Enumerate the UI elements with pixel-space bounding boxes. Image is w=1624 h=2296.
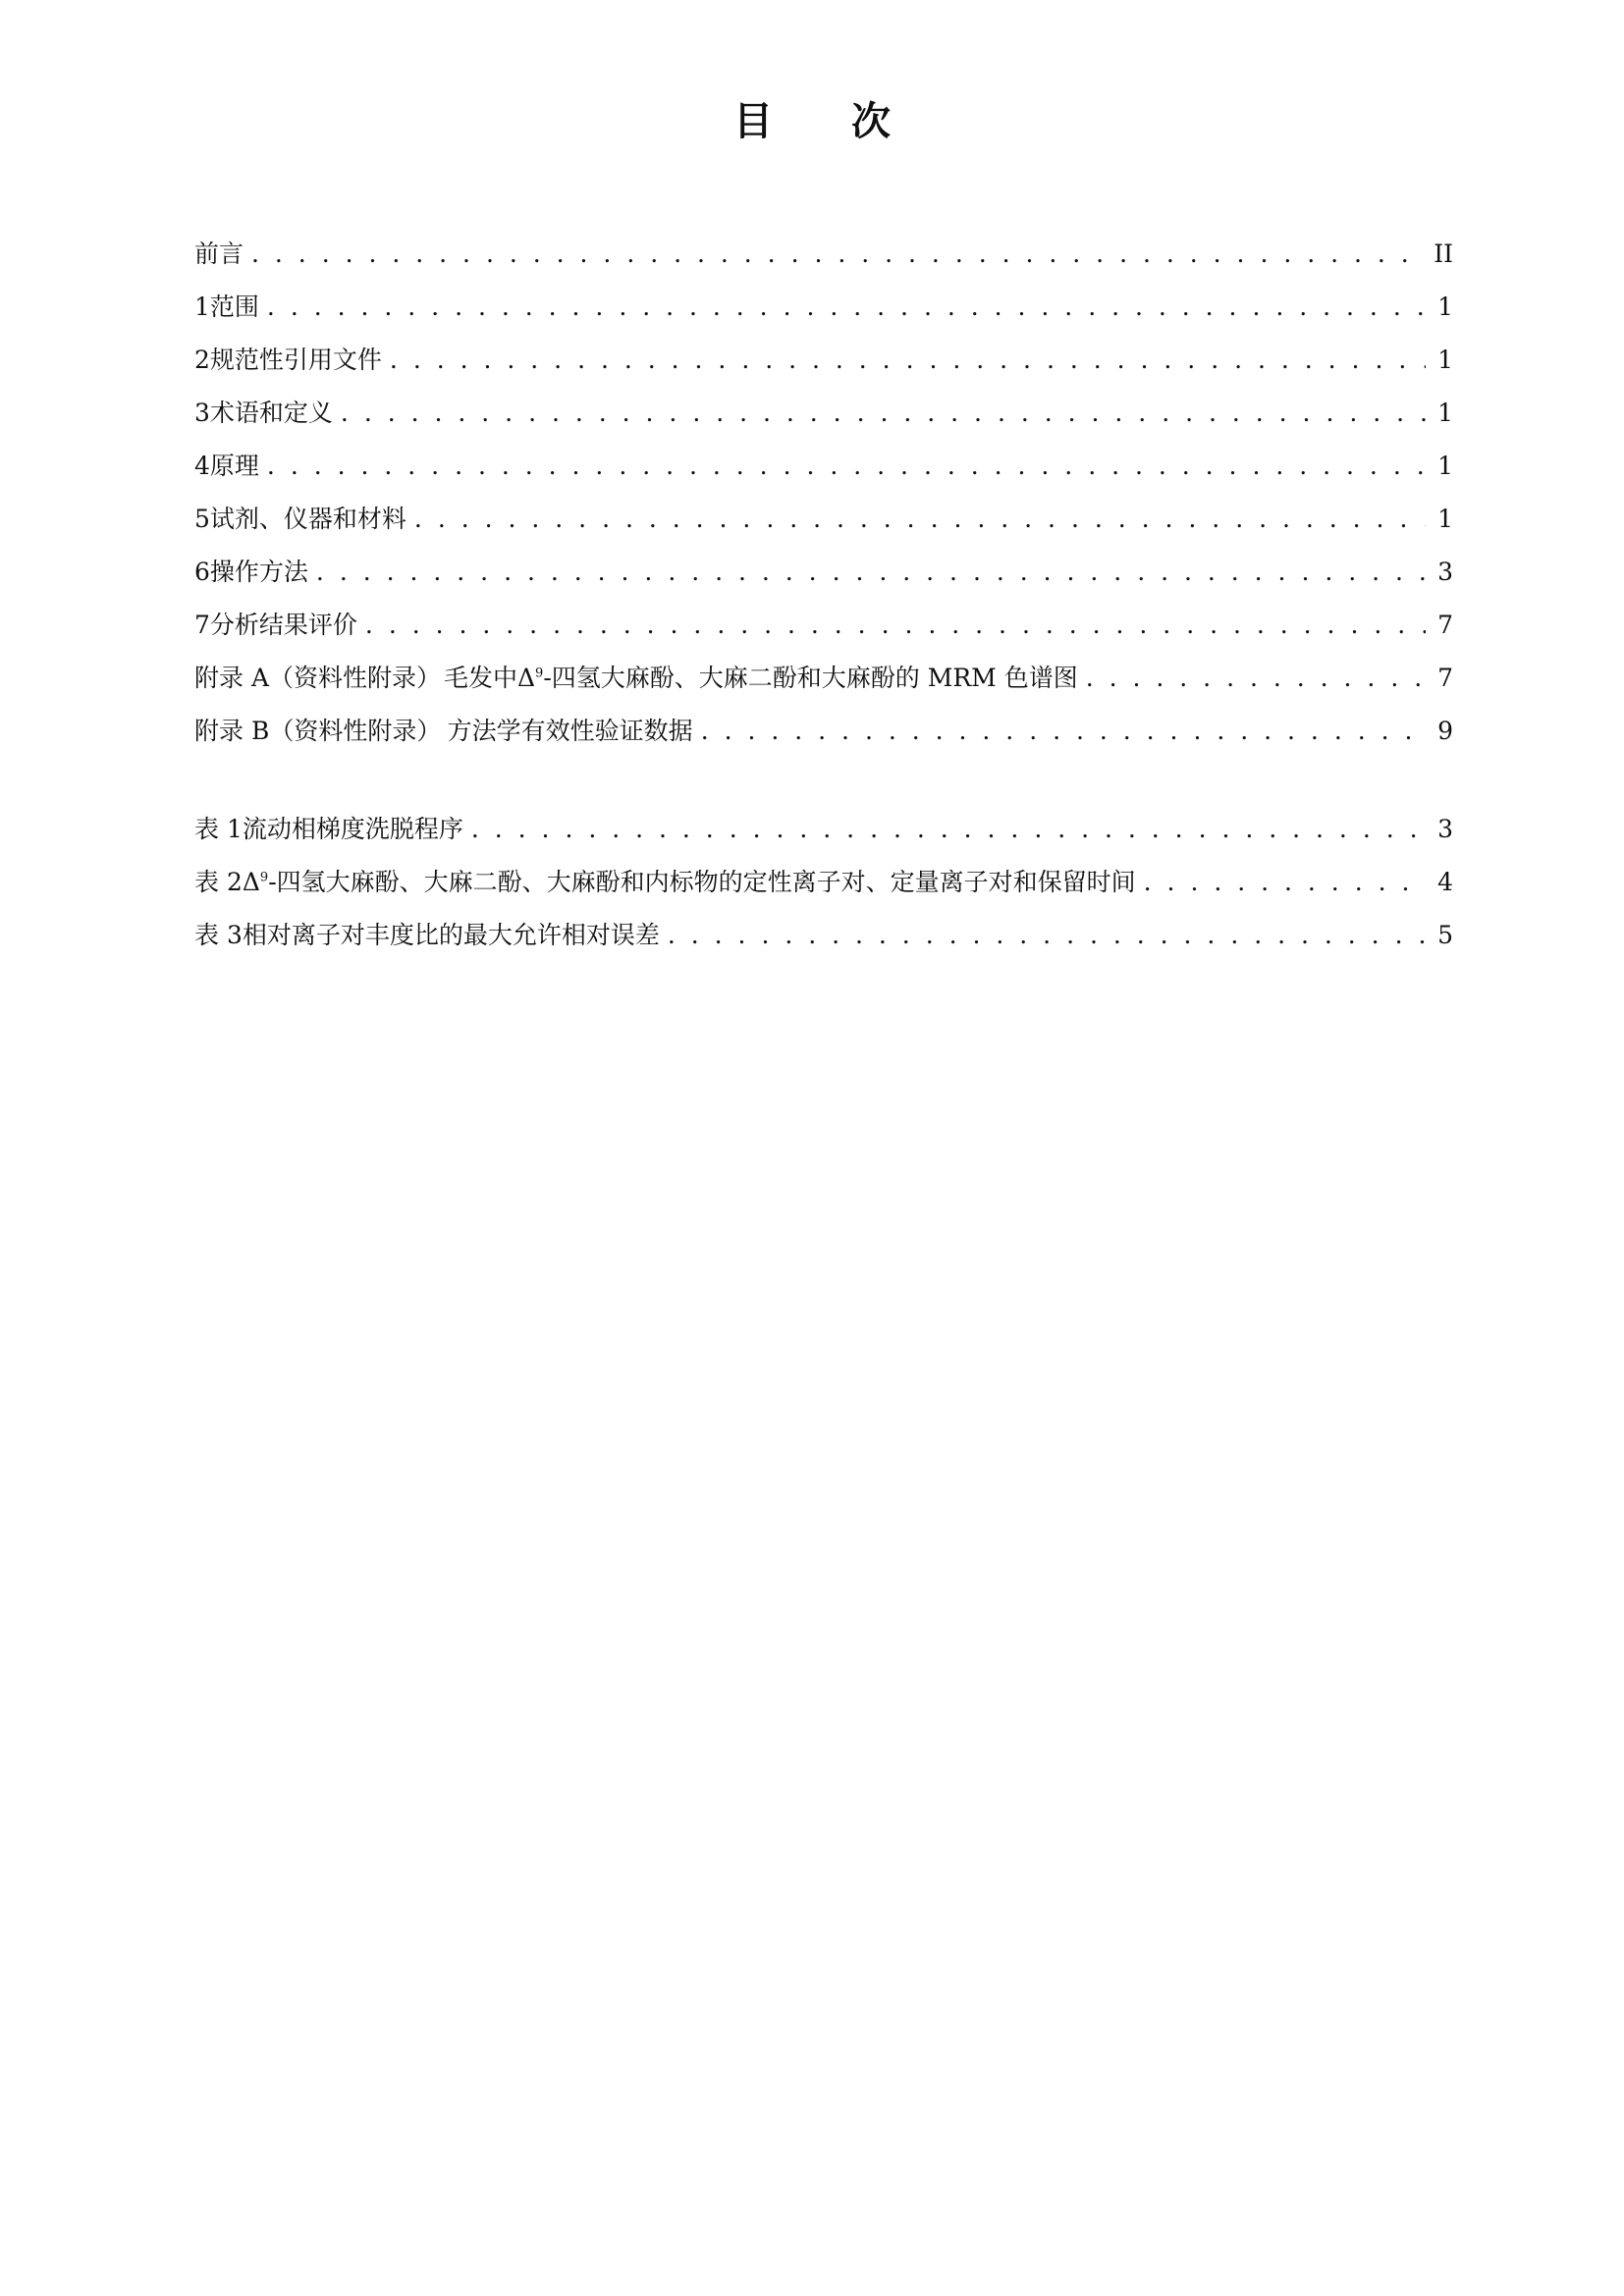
toc-entry-text: 毛发中$\Delta^9-$四氢大麻酚、大麻二酚和大麻酚的 MRM 色谱图 [443,664,1078,692]
toc-entry-table-2[interactable] [194,856,1453,909]
toc-entry-page: 1 [1437,505,1453,533]
toc-entry-preface[interactable] [194,228,1453,281]
toc-entry-page: 7 [1437,611,1453,639]
toc-entry-evaluation[interactable] [194,599,1453,652]
toc-entry-text: 操作方法 [209,558,308,586]
appendix-label: 附录 A（资料性附录） [194,664,442,692]
toc-entry-number: 7 [194,611,210,639]
toc-entry-terms[interactable] [194,387,1453,440]
toc-entry-page: 4 [1437,868,1453,896]
toc-entry-table-3[interactable] [194,909,1453,962]
dot-leader [365,599,1426,652]
toc-entry-number: 2 [194,346,210,374]
appendix-label: 附录 B（资料性附录） [194,717,442,745]
dot-leader [316,546,1426,599]
toc-entry-number: 1 [194,293,210,321]
toc-entry-text: 流动相梯度洗脱程序 [242,815,463,843]
dot-leader [701,705,1426,758]
toc-entry-page: II [1434,240,1453,268]
dot-leader [414,493,1426,546]
toc-entry-page: 5 [1437,921,1453,949]
toc-entry-text: 方法学有效性验证数据 [447,717,693,745]
toc-entry-page: 1 [1437,452,1453,480]
toc-entry-text: 规范性引用文件 [209,346,382,374]
toc-entry-text: $\Delta^9-$四氢大麻酚、大麻二酚、大麻酚和内标物的定性离子对、定量离子对和保留时间 [242,868,1136,896]
toc-entry-page: 3 [1437,558,1453,586]
dot-leader [251,228,1426,281]
toc-entry-page: 3 [1437,815,1453,843]
toc-entry-reagents[interactable] [194,493,1453,546]
toc-entry-procedure[interactable] [194,546,1453,599]
dot-leader [471,803,1426,856]
toc-entry-number: 4 [194,452,210,480]
toc-entry-text: 相对离子对丰度比的最大允许相对误差 [242,921,660,949]
toc-entry-table-1[interactable] [194,803,1453,856]
toc-entry-text: 试剂、仪器和材料 [209,505,406,533]
toc-entry-principle[interactable] [194,440,1453,493]
dot-leader [1144,856,1426,909]
toc-entry-page: 1 [1437,399,1453,427]
dot-leader [1086,652,1426,705]
toc-entry-number: 5 [194,505,210,533]
toc-entry-appendix-a[interactable] [194,652,1453,705]
toc-entry-scope[interactable] [194,281,1453,334]
table-number: 表 2 [194,868,243,896]
toc-entry-page: 1 [1437,346,1453,374]
toc-entry-text: 前言 [194,240,244,268]
dot-leader [267,440,1426,493]
toc-entry-text: 术语和定义 [209,399,333,427]
toc-entry-number: 3 [194,399,210,427]
toc-entry-page: 9 [1437,717,1453,745]
toc-entry-text: 分析结果评价 [209,611,357,639]
table-number: 表 1 [194,815,243,843]
dot-leader [390,334,1426,387]
table-number: 表 3 [194,921,243,949]
toc-entry-page: 1 [1437,293,1453,321]
toc-entry-appendix-b[interactable] [194,705,1453,758]
toc-entry-text: 原理 [209,452,259,480]
list-of-tables [194,803,1453,962]
dot-leader [341,387,1426,440]
dot-leader [267,281,1426,334]
dot-leader [668,909,1426,962]
page-title: 目次 [733,99,969,144]
table-of-contents [194,228,1453,758]
toc-entry-normative-references[interactable] [194,334,1453,387]
toc-entry-text: 范围 [209,293,259,321]
toc-entry-number: 6 [194,558,210,586]
toc-entry-page: 7 [1437,664,1453,692]
